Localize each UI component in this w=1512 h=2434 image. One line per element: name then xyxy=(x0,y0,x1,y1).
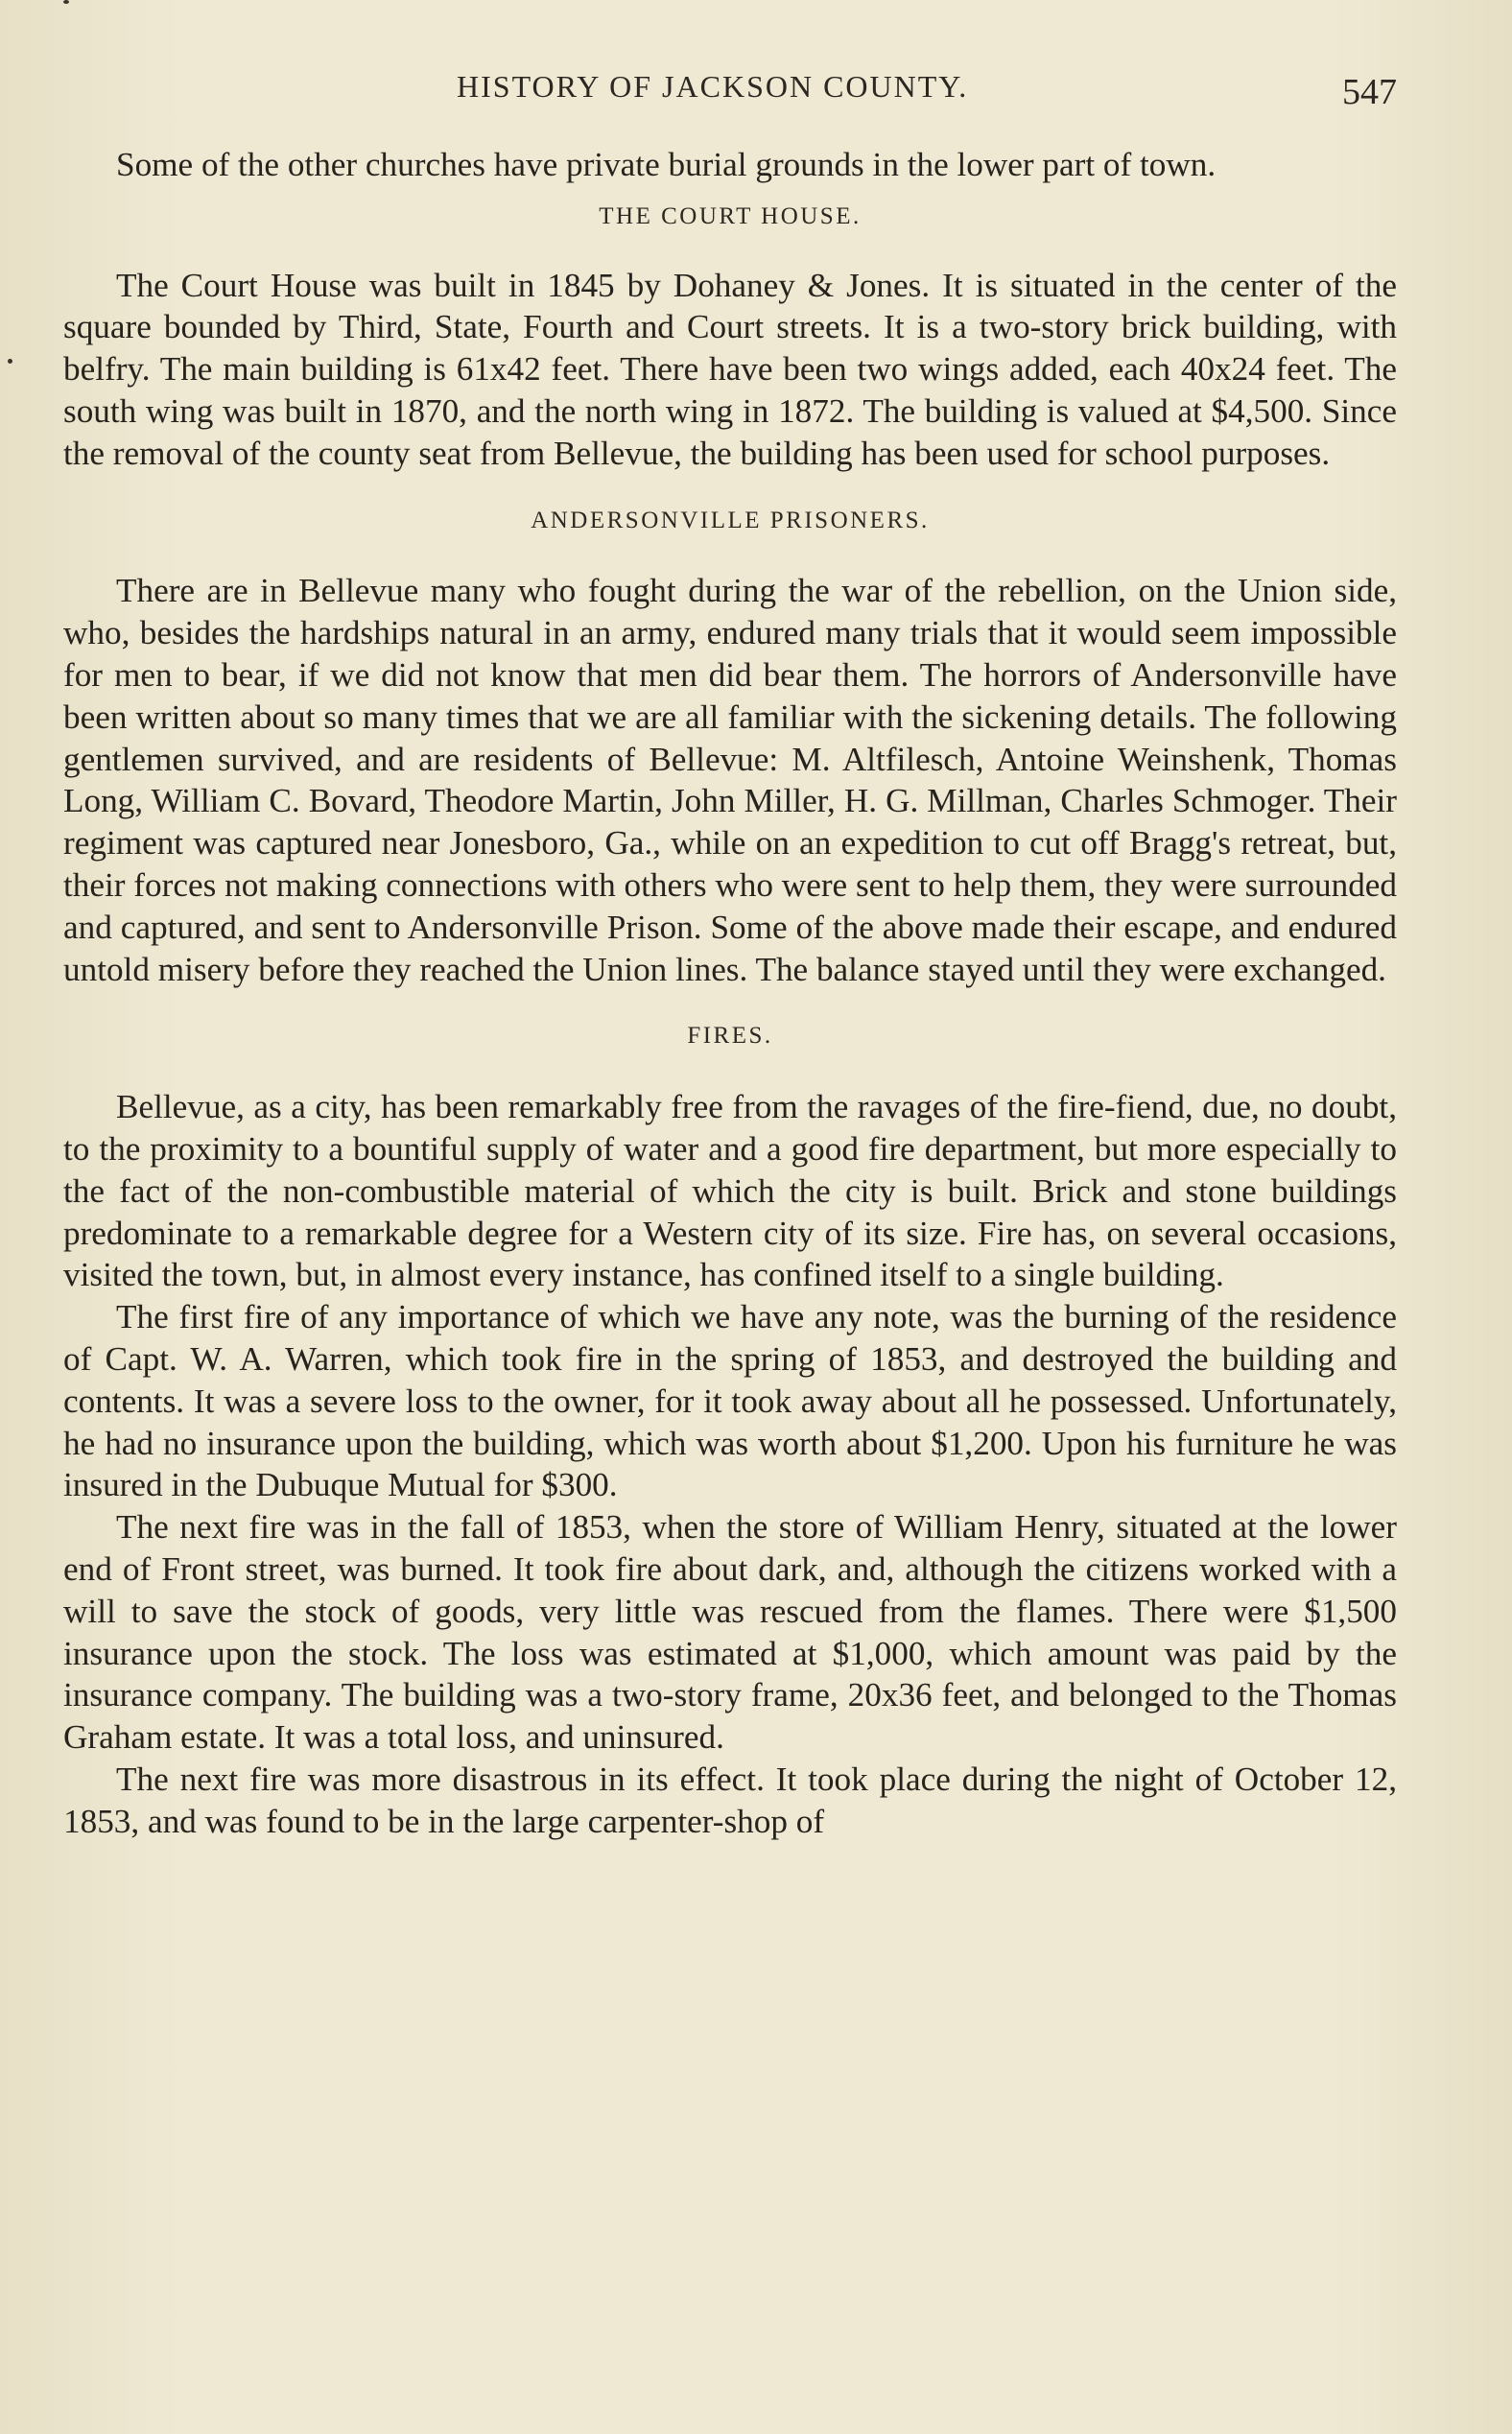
ink-speck xyxy=(63,0,69,4)
fires-paragraph-4: The next fire was more disastrous in its effect. It took place during the night of October 12, 1853, and was found to be in the large carpenter-shop of xyxy=(63,1760,1397,1840)
court-house-paragraph: The Court House was built in 1845 by Dohaney & Jones. It is situated in the center of the square bounded by Third, State, Fourth and Court streets. It is a two-story brick building, with belfry. The main building is 61x42 feet. There have been two wings added, each 40x24 feet. The south wing was built in 1870, and the north wing in 1872. The building is valued at $4,500. Since the removal of the county seat from Bellevue, the building has been used for school purposes. xyxy=(63,266,1397,472)
fires-paragraph-1: Bellevue, as a city, has been remarkably free from the ravages of the fire-fiend, due, no doubt, to the proximity to a bountiful supply of water and a good fire department, but more especially to the fact of the non-combustible material of which the city is built. Brick and stone buildings predominate to a remarkable degree for a Western city of its size. Fire has, on several occasions, visited the town, but, in almost every instance, has confined itself to a single building. xyxy=(63,1088,1397,1294)
section-heading-andersonville: ANDERSONVILLE PRISONERS. xyxy=(531,507,930,533)
section-heading-court-house: THE COURT HOUSE. xyxy=(599,202,862,229)
section-heading-fires: FIRES. xyxy=(687,1023,773,1050)
andersonville-paragraph: There are in Bellevue many who fought during the war of the rebellion, on the Union side, who, besides the hardships natural in an army, endured many trials that it would seem impossible for men to bear, if we did not know that men did bear them. The horrors of Andersonville have been written about so many times that we are all familiar with the sickening details. The following gentlemen survived, and are residents of Bellevue: M. Altfilesch, Antoine Weinshenk, Thomas Long, William C. Bovard, Theodore Martin, John Miller, H. G. Millman, Charles Schmoger. Their regiment was captured near Jonesboro, Ga., while on an expedition to cut off Bragg's retreat, but, their forces not making connections with others who were sent to help them, they were surrounded and captured, and sent to Andersonville Prison. Some of the above made their escape, and endured untold misery before they reached the Union lines. The balance stayed until they were exchanged. xyxy=(63,572,1397,988)
fires-paragraph-2: The first fire of any importance of which we have any note, was the burning of the residence of Capt. W. A. Warren, which took fire in the spring of 1853, and destroyed the building and contents. It was a severe loss to the owner, for it took away about all he possessed. Unfortunately, he had no insurance upon the building, which was worth about $1,200. Upon his furniture he was insured in the Dubuque Mutual for $300. xyxy=(63,1298,1397,1504)
running-title: HISTORY OF JACKSON COUNTY. xyxy=(457,69,969,104)
page-number: 547 xyxy=(1342,72,1397,112)
ink-speck xyxy=(8,359,12,364)
intro-paragraph: Some of the other churches have private burial grounds in the lower part of town. xyxy=(116,146,1217,183)
fires-paragraph-3: The next fire was in the fall of 1853, when the store of William Henry, situated at the lower end of Front street, was burned. It took fire about dark, and, although the citizens worked with a will to save the stock of goods, very little was rescued from the flames. There were $1,500 insurance upon the stock. The loss was estimated at $1,000, which amount was paid by the insurance company. The building was a two-story frame, 20x36 feet, and belonged to the Thomas Graham estate. It was a total loss, and uninsured. xyxy=(63,1508,1397,1757)
page-header xyxy=(63,59,1397,117)
page-body xyxy=(63,144,1397,1842)
